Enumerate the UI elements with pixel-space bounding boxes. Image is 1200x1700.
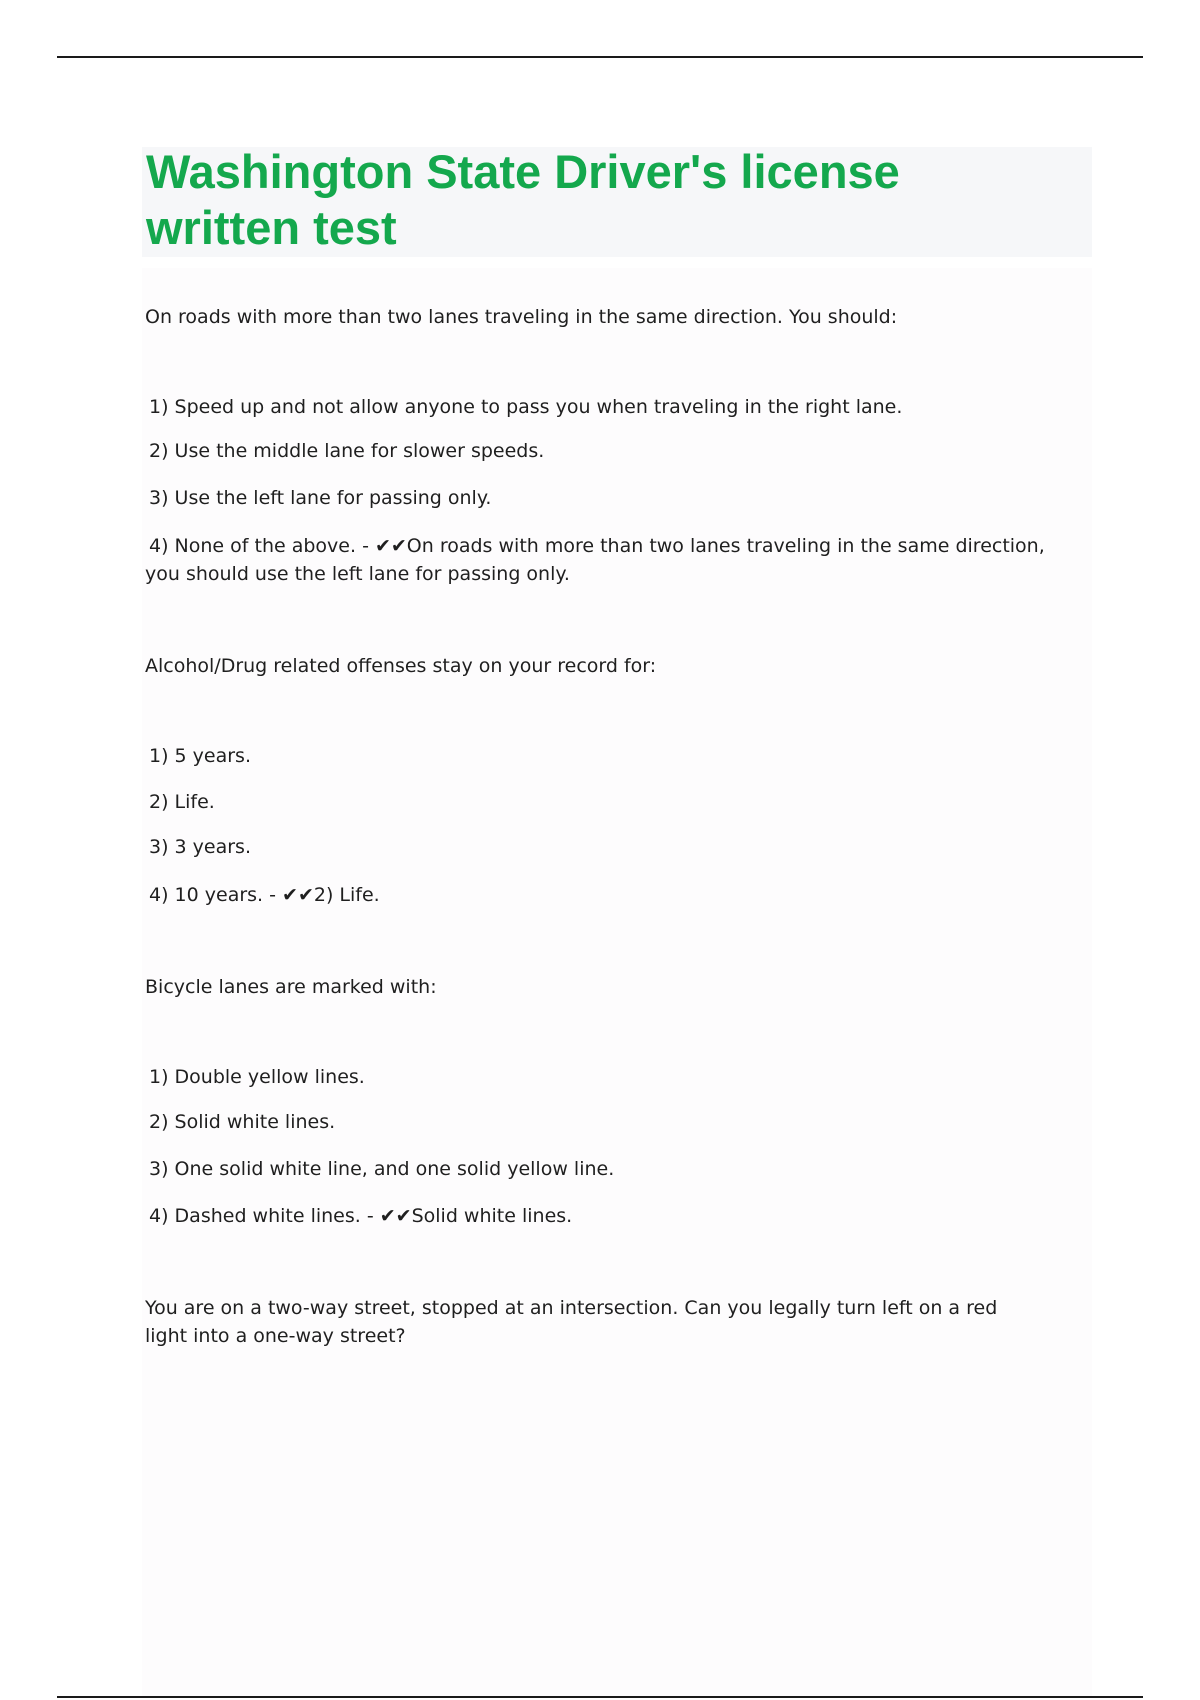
header-rule <box>57 56 1143 58</box>
question-2-option-1: 1) 5 years. <box>149 745 251 767</box>
document-title: Washington State Driver's license written test <box>146 145 900 254</box>
question-1-text: On roads with more than two lanes traveling in the same direction. You should: <box>145 306 898 328</box>
footer-rule <box>57 1696 1143 1698</box>
question-1-option-3: 3) Use the left lane for passing only. <box>149 487 492 509</box>
question-3-option-1: 1) Double yellow lines. <box>149 1066 365 1088</box>
question-3-text: Bicycle lanes are marked with: <box>145 976 437 998</box>
question-2-option-4-answer: 4) 10 years. - ✔✔2) Life. <box>149 884 380 906</box>
question-4-text: You are on a two-way street, stopped at an intersection. Can you legally turn left on a red light into a one-way street? <box>145 1297 998 1347</box>
question-3-option-3: 3) One solid white line, and one solid yellow line. <box>149 1158 615 1180</box>
question-2-text: Alcohol/Drug related offenses stay on your record for: <box>145 655 657 677</box>
question-1-option-4-answer: 4) None of the above. - ✔✔On roads with more than two lanes traveling in the same direction, you should use the left lane for passing only. <box>145 535 1045 585</box>
question-3-option-4-answer: 4) Dashed white lines. - ✔✔Solid white lines. <box>149 1205 573 1227</box>
question-1-option-1: 1) Speed up and not allow anyone to pass you when traveling in the right lane. <box>149 396 903 418</box>
question-3-option-2: 2) Solid white lines. <box>149 1111 336 1133</box>
question-2-option-3: 3) 3 years. <box>149 836 251 858</box>
question-1-option-2: 2) Use the middle lane for slower speeds. <box>149 440 545 462</box>
question-2-option-2: 2) Life. <box>149 791 215 813</box>
